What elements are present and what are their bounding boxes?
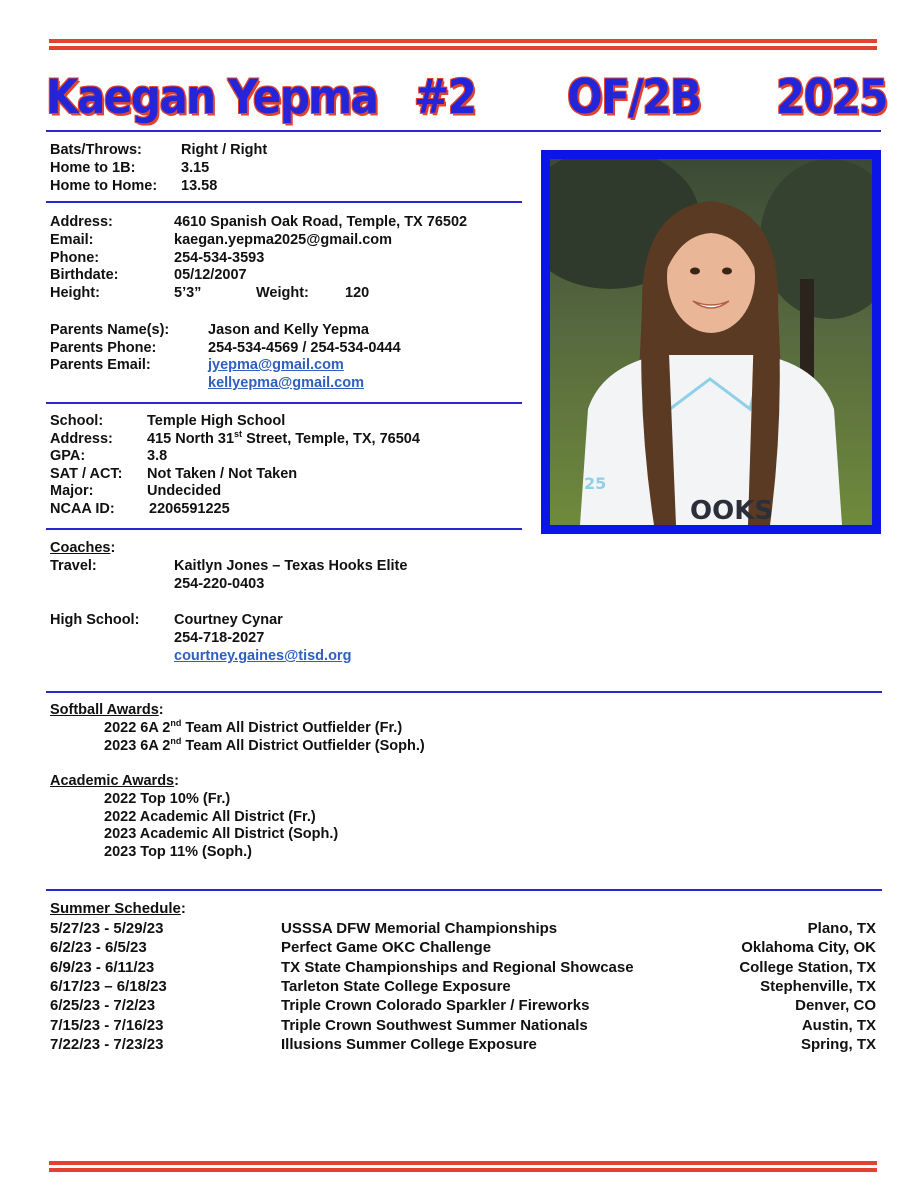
player-position: OF/2B: [567, 69, 701, 125]
section-rule: [46, 889, 882, 891]
academic-award-item: 2023 Academic All District (Soph.): [104, 826, 339, 842]
player-header: [46, 66, 887, 125]
schedule-row: 5/27/23 - 5/29/23 USSSA DFW Memorial Championships Plano, TX: [50, 920, 876, 937]
player-photo-image: [550, 159, 872, 525]
section-rule: [46, 402, 522, 404]
section-rule: [46, 201, 522, 203]
graduation-year: 2025: [776, 69, 887, 125]
bottom-stripe-2: [49, 1168, 877, 1172]
hs-coach-email-link[interactable]: courtney.gaines@tisd.org: [174, 648, 352, 664]
parent-email-link-1[interactable]: jyepma@gmail.com: [208, 357, 344, 373]
schedule-row: 6/17/23 – 6/18/23 Tarleton State College Exposure Stephenville, TX: [50, 978, 876, 995]
schedule-row: 6/2/23 - 6/5/23 Perfect Game OKC Challenge Oklahoma City, OK: [50, 939, 876, 956]
academic-award-item: 2022 Academic All District (Fr.): [104, 809, 316, 825]
schedule-row: 7/22/23 - 7/23/23 Illusions Summer College Exposure Spring, TX: [50, 1036, 876, 1053]
header-rule: [46, 130, 881, 132]
academic-award-item: 2023 Top 11% (Soph.): [104, 844, 252, 860]
schedule-row: 6/9/23 - 6/11/23 TX State Championships and Regional Showcase College Station, TX: [50, 959, 876, 976]
svg-text:OOKS: OOKS: [690, 496, 774, 525]
player-name: Kaegan Yepma: [46, 69, 378, 125]
softball-award-item: 2022 6A 2nd Team All District Outfielder (Fr.): [104, 718, 403, 736]
bottom-stripe-1: [49, 1161, 877, 1165]
top-stripe-2: [49, 46, 877, 50]
schedule-row: 6/25/23 - 7/2/23 Triple Crown Colorado Sparkler / Fireworks Denver, CO: [50, 997, 876, 1014]
parent-email-link-2[interactable]: kellyepma@gmail.com: [208, 375, 364, 391]
schedule-row: 7/15/23 - 7/16/23 Triple Crown Southwest Summer Nationals Austin, TX: [50, 1017, 876, 1034]
section-rule: [46, 528, 522, 530]
svg-text:25: 25: [584, 474, 607, 493]
player-photo: [541, 150, 881, 534]
section-rule: [46, 691, 882, 693]
player-number: #2: [414, 69, 476, 125]
top-stripe-1: [49, 39, 877, 43]
softball-award-item: 2023 6A 2nd Team All District Outfielder (Soph.): [104, 736, 425, 754]
academic-award-item: 2022 Top 10% (Fr.): [104, 791, 231, 807]
